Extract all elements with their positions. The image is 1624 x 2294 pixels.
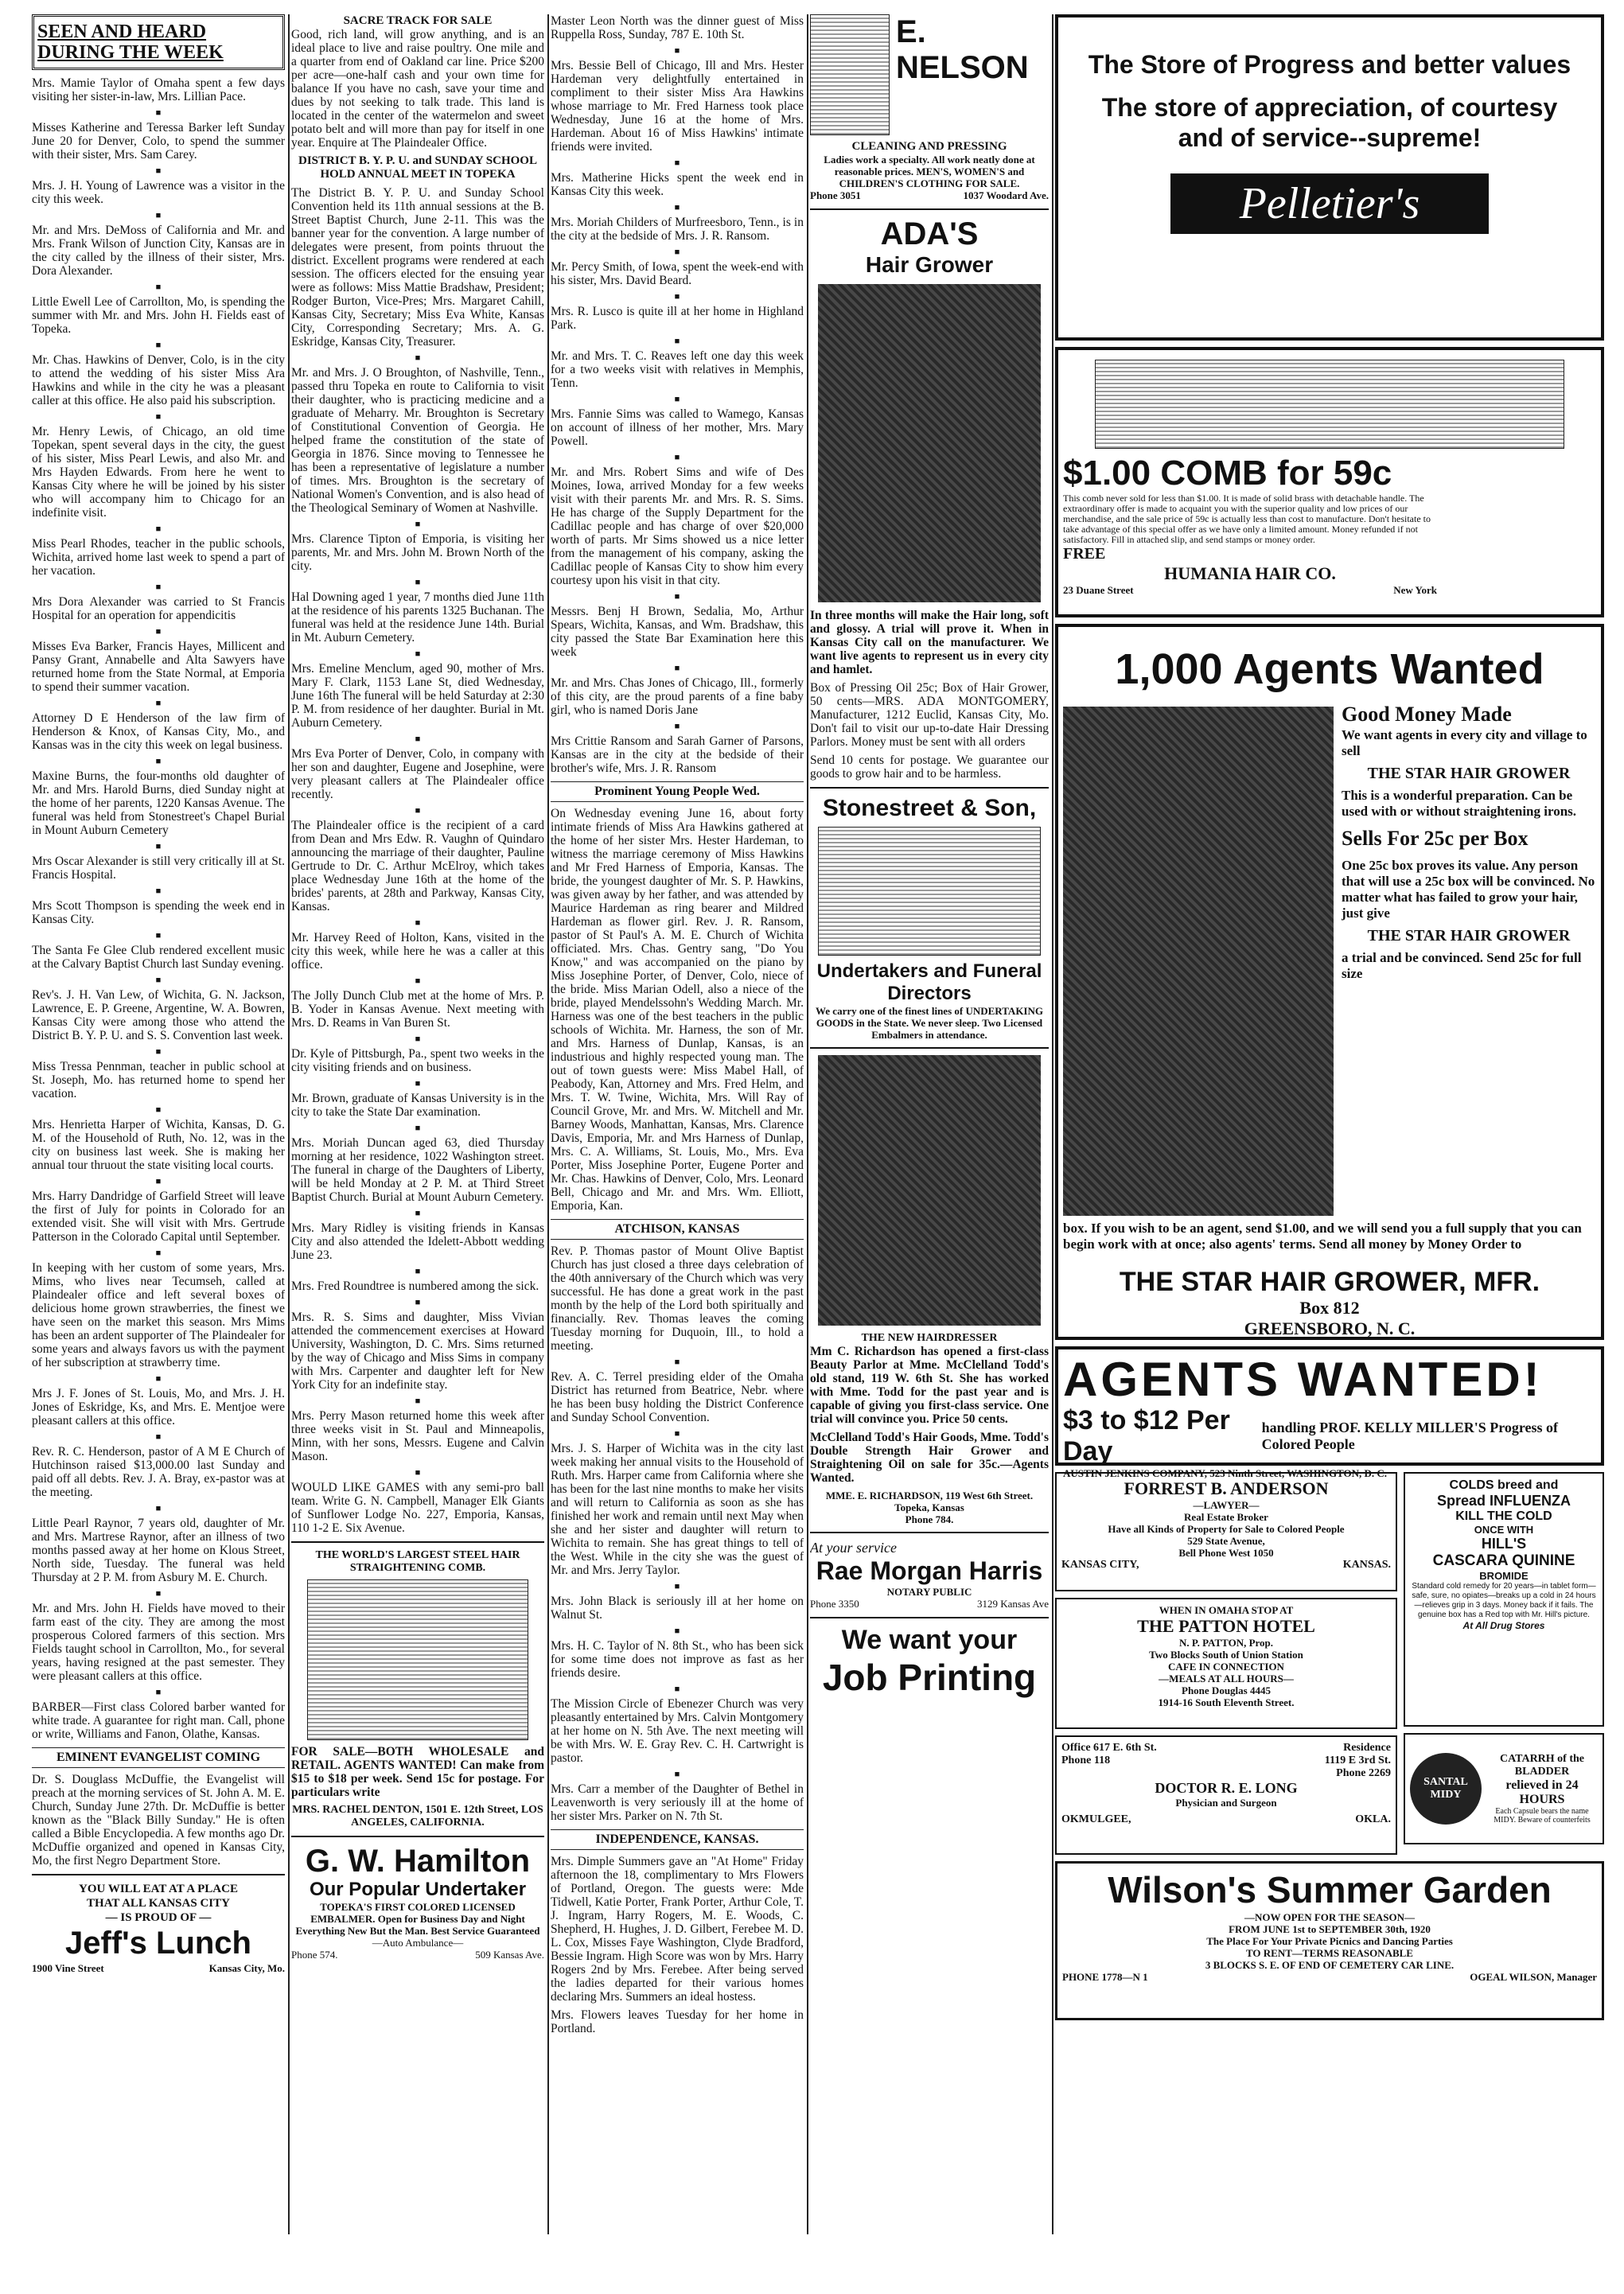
separator-mark: ■: [415, 918, 421, 928]
column-rule: [1052, 14, 1053, 2234]
wilson-text: The Place For Your Private Picnics and Dancing Parties: [1206, 1935, 1453, 1947]
news-item: Rev. P. Thomas pastor of Mount Olive Baptist Church has just closed a three days celebration of the 40th anniversary of the Church which was very successful. He has done a great work in the past month by the help of the Lord both spiritually and financially. Rev. Thomas leaves the coming Tuesday morning for Duquoin, Ill., to hold a meeting.: [551, 1244, 804, 1353]
anderson-title: —LAWYER—: [1193, 1499, 1260, 1511]
agents2-heading: AGENTS WANTED!: [1063, 1353, 1543, 1406]
news-item: Miss Pearl Rhodes, teacher in the public schools, Wichita, arrived home last week to spend a part of her vacation.: [32, 537, 285, 578]
patton-hotel-ad: [1055, 1598, 1397, 1729]
wilson-garden-ad: [1055, 1861, 1604, 2020]
separator-mark: ■: [674, 1582, 680, 1591]
hills-cascara-ad: [1404, 1472, 1604, 1727]
wilson-contact-row: [1062, 1971, 1597, 1984]
patton-text: Two Blocks South of Union Station: [1149, 1649, 1303, 1661]
separator-mark: ■: [415, 976, 421, 986]
nelson-name: E. NELSON: [895, 14, 1029, 85]
separator-mark: ■: [415, 578, 421, 587]
column-2: [291, 14, 544, 2234]
hamilton-ambulance: —Auto Ambulance—: [372, 1937, 464, 1949]
news-item: Mrs. Harry Dandridge of Garfield Street will leave the first of July for points in Colorado for an extended visit. She will visit with Mrs. Gertrude Patterson in the Colorado Capital until September.: [32, 1190, 285, 1244]
news-item: Mrs. Moriah Childers of Murfreesboro, Tenn., is in the city at the bedside of Mrs. J. R. Ransom.: [551, 216, 804, 243]
independence-text-2: Mrs. Flowers leaves Tuesday for her home in Portland.: [551, 2008, 804, 2035]
comb-illustration: [307, 1579, 528, 1740]
long-phone-2: Phone 2269: [1336, 1767, 1391, 1779]
lunch-name: Jeff's Lunch: [65, 1926, 251, 1961]
harris-contact-row: [810, 1598, 1049, 1610]
hairdresser-ad: [810, 1055, 1049, 1525]
long-city: OKMULGEE,: [1061, 1813, 1131, 1825]
comb-address: MRS. RACHEL DENTON, 1501 E. 12th Street, LOS ANGELES, CALIFORNIA.: [292, 1804, 543, 1829]
page-footer-strip: [0, 2265, 1624, 2294]
separator-mark: ■: [674, 1626, 680, 1636]
store-logo: Pelletier's: [1170, 173, 1489, 234]
wedding-text: On Wednesday evening June 16, about forty intimate friends of Miss Ara Hawkins gathered at the home of her sister Mrs. Hester Hardeman, to witness the marriage ceremony of Miss Hawkins and Mr Fred Harness of Emporia, Kansas. The bride, the youngest daughter of Mr. S. P. Hawkins, was given away by her father, and was attended by Maurice Hardeman as ring bearer and Mildred Hardeman as flower girl. Rev. J. R. Ransom, pastor of St Paul's A. M. E. Church of Wichita officiated. Mrs. Chas. Gentry sang, "Do You Know," and was accompanied on the piano by Miss Josephine Porter, of Denver, Colo, niece of the bride. Miss Marian Odell, also a niece of the bride, played Mendelssohn's Wedding March. Mr. Harness was one of the best teachers in the public schools of Wichita. Mr. Harness, the son of Mr. and Mrs. Harness of Dunlap, Kansas, is an industrious and highly respected young man. The out of town guests were: Miss Mabel Hall, of Peabody, Kan, Attorney and Mrs. Fred Helm, and Mrs. T. W. Twine, Wichita, Mrs. Will Ray of Council Grove, Mr. and Mrs. W. Mitchell and Mr. Barney Woods, Manhattan, Kansas, Mrs. Clarence Davis, Emporia, Mr. and Mrs Harness of Dunlap, Mrs. C. A. Williams, St. Louis, Mo., Mrs. Eva Porter, Miss Josephine Porter, Eugene Porter and Mr. Chas. Hawkins of Denver, Colo, Mrs. Leonard Bell, Chicago and Mr. and Mrs. Wm. Elliott, Emporia, Kan.: [551, 807, 804, 1213]
separator-mark: ■: [674, 337, 680, 346]
long-name: DOCTOR R. E. LONG: [1155, 1780, 1298, 1796]
news-item: Mr. and Mrs. J. O Broughton, of Nashville, Tenn., passed thru Topeka en route to California to visit their daughter, who is practicing medicine and a graduate of Meharry. Mr. Broughton is Secretary of Constitutional Convention of Georgia. He helped frame the constitution of the state of Georgia in 1876. Since moving to Tennessee he has been a representative of legislature a number of times. Mrs. Broughton is the secretary of National Women's Convention, and is also head of the Theological Seminary of Women at Nashville.: [291, 366, 544, 515]
column-3: [551, 14, 804, 2234]
news-item: Mrs Dora Alexander was carried to St Francis Hospital for an operation for appendicitis: [32, 595, 285, 622]
anderson-phone: Bell Phone West 1050: [1178, 1547, 1274, 1559]
harris-address: 3129 Kansas Ave: [976, 1598, 1049, 1610]
agents-product-2: THE STAR HAIR GROWER: [1367, 927, 1571, 944]
cold-stores: At All Drug Stores: [1462, 1620, 1545, 1631]
comb-free: FREE: [1063, 545, 1106, 563]
news-item: Hal Downing aged 1 year, 7 months died June 11th at the residence of his parents 1325 Buchanan. The funeral was held at the residence June 14th. Burial in Mt. Auburn Cemetery.: [291, 590, 544, 645]
agents-good-money: Good Money Made: [1342, 703, 1512, 726]
lunch-address-row: [32, 1961, 285, 1976]
news-item: Mrs. R. Lusco is quite ill at her home in Highland Park.: [551, 305, 804, 332]
separator-mark: ■: [155, 1047, 162, 1057]
agents2-text: handling PROF. KELLY MILLER'S Progress of Colored People: [1261, 1420, 1559, 1452]
news-item: Mr. and Mrs. Robert Sims and wife of Des Moines, Iowa, arrived Monday for a few weeks visit with their parents Mr. and Mrs. R. S. Sims. He has charge of the Supply Department for the Cadillac people and has charge of over $20,000 worth of parts. Mr Sims showed us a nice letter from the management of his company, asking the Cadillac people of Kansas City to show him every courtesy upon his visit in that city.: [551, 465, 804, 587]
cold-product: CASCARA QUININE: [1432, 1552, 1575, 1569]
lunch-ad: [32, 1882, 285, 1976]
column-5: [1055, 14, 1604, 2234]
news-item: Mrs Eva Porter of Denver, Colo, in company with her son and daughter, Eugene and Josephine, were very pleasant callers at The Plaindealer office recently.: [291, 747, 544, 801]
patton-cafe: CAFE IN CONNECTION: [1168, 1661, 1284, 1673]
separator-mark: ■: [415, 353, 421, 363]
woman-portrait-image: [818, 284, 1041, 602]
news-item: Dr. Kyle of Pittsburgh, Pa., spent two weeks in the city visiting friends and on business.: [291, 1047, 544, 1074]
news-item: Mrs. H. C. Taylor of N. 8th St., who has been sick for some time does not improve as fast as her friends desire.: [551, 1639, 804, 1680]
separator-mark: ■: [674, 203, 680, 212]
catarrh-text: Each Capsule bears the name MIDY. Beware of counterfeits: [1494, 1807, 1591, 1825]
news-item: Mrs. Emeline Menclum, aged 90, mother of Mrs. Mary F. Clark, 1153 Lane St, died Wednesday, June 16th The funeral will be held Saturday at 2:30 P. M. from residence of her daughter. Burial in Mt. Auburn Cemetery.: [291, 662, 544, 730]
separator-mark: ■: [155, 524, 162, 534]
news-item: BARBER—First class Colored barber wanted for white trade. A guarantee for right man. Call, phone or write, Williams and Fanon, Olathe, Kansas.: [32, 1700, 285, 1741]
printing-line: Job Printing: [822, 1657, 1037, 1698]
news-item: Mr. Chas. Hawkins of Denver, Colo, is in the city to attend the wedding of his sister Miss Ara Hawkins and while in the city he was a pleasant caller at this office. He also paid his subscription.: [32, 353, 285, 407]
separator-mark: ■: [415, 1396, 421, 1406]
separator-mark: ■: [674, 722, 680, 731]
long-residence-address: 1119 E 3rd St.: [1324, 1755, 1391, 1766]
evangelist-heading: EMINENT EVANGELIST COMING: [32, 1747, 285, 1768]
column-rule: [288, 14, 290, 2234]
news-item: Mrs. Matherine Hicks spent the week end in Kansas City this week.: [551, 171, 804, 198]
hairdresser-text-2: McClelland Todd's Hair Goods, Mme. Todd's Double Strength Hair Grower and Straightening Oil on sale for 35c.—Agents Wanted.: [810, 1431, 1049, 1485]
lunch-line: YOU WILL EAT AT A PLACE: [79, 1883, 238, 1895]
cold-line: Spread INFLUENZA: [1436, 1493, 1571, 1509]
harris-ad: [810, 1540, 1049, 1610]
anderson-ad: [1055, 1472, 1397, 1591]
news-item: The Mission Circle of Ebenezer Church was very pleasantly entertained by Mrs. Calvin Montgomery at her home on N. 5th Ave. The next meeting will be with Mrs. W. E. Gray Rev. C. H. Cartwright is pastor.: [551, 1697, 804, 1765]
news-item: Little Pearl Raynor, 7 years old, daughter of Mr. and Mrs. Martrese Raynor, after an illness of two months passed away at her home on Klous Street, North side, Tuesday. The funeral was held Thursday at 2 P. M. from Asbury M. E. Church.: [32, 1517, 285, 1584]
separator-mark: ■: [674, 664, 680, 673]
agents-text-column: [1342, 703, 1596, 1216]
news-item: Mrs. Clarence Tipton of Emporia, is visiting her parents, Mr. and Mrs. John M. Brown North of the city.: [291, 532, 544, 573]
news-item: Rev's. J. H. Van Lew, of Wichita, G. N. Jackson, Lawrence, E. P. Greene, Argentine, W. A. Bowren, Kansas City were among those who attend the District B. Y. P. U. and S. S. Convention last week.: [32, 988, 285, 1042]
news-items: [551, 14, 804, 775]
agents2-address: AUSTIN JENKINS COMPANY, 523 Ninth Street, WASHINGTON, D. C.: [1063, 1467, 1388, 1479]
cold-text: Standard cold remedy for 20 years—in tablet form—safe, sure, no opiates—breaks up a cold in 24 hours—relieves grip in 3 days. Money back if it fails. The genuine box has a Red top with Mr. Hill's picture.: [1412, 1582, 1596, 1619]
separator-mark: ■: [155, 166, 162, 176]
long-office: Office 617 E. 6th St.: [1061, 1742, 1157, 1754]
separator-mark: ■: [155, 1177, 162, 1186]
column-1: [32, 14, 285, 2234]
harris-name: Rae Morgan Harris: [816, 1556, 1043, 1585]
patton-line: WHEN IN OMAHA STOP AT: [1159, 1604, 1294, 1616]
ada-text-3: Send 10 cents for postage. We guarantee our goods to grow hair and to be harmless.: [810, 754, 1049, 781]
hairdresser-text: Mm C. Richardson has opened a first-class Beauty Parlor at Mme. McClelland Todd's old stand, 119 W. 6th St. She has worked with Mme. Todd for the past year and is capable of giving you first-class service. One trial will convince you. Price 50 cents.: [810, 1345, 1049, 1426]
hairdresser-phone: Phone 784.: [905, 1513, 954, 1525]
comb-text: This comb never sold for less than $1.00. It is made of solid brass with detachable handle. The extraordinary offer is made to acquaint you with the superior quality and low prices of our merchandise, and the sale price of 59c is actually less than cost to manufacture. Don't hesitate to take advantage of this special offer as we have only a limited amount. Money refunded if not satisfactory. Fill in attached slip, and send stamps or money order.: [1063, 493, 1431, 545]
lunch-line: THAT ALL KANSAS CITY: [87, 1897, 230, 1910]
atchison-items: [551, 1244, 804, 1823]
separator-mark: ■: [155, 1432, 162, 1442]
wilson-location: 3 BLOCKS S. E. OF END OF CEMETERY CAR LINE.: [1205, 1959, 1455, 1971]
patton-meals: —MEALS AT ALL HOURS—: [1159, 1673, 1294, 1684]
news-item: The District B. Y. P. U. and Sunday School Convention held its 11th annual sessions at the B. Street Baptist Church, June 2-11. This was the banner year for the convention. A large number of delegates were present, from points thruout the district. Excellent programs were rendered at each session. The officers elected for the ensuing year were as follows: Miss Mattie Bradshaw, President; Rodger Burton, Vice-Pres; Mrs. Margaret Cahill, Kansas City, Secretary; Miss Eva White, Kansas City, Corresponding Secretary; Mrs. A. G. Eskridge, Kansas City, Treasurer.: [291, 186, 544, 349]
ada-text: In three months will make the Hair long, soft and glossy. A trial will prove it. When in Kansas City call on the manufacturer. We want live agents to represent us in every city and hamlet.: [810, 609, 1049, 676]
hamilton-contact-row: [291, 1949, 544, 1961]
stonestreet-title: Undertakers and Funeral Directors: [816, 960, 1042, 1004]
news-item: Mrs. Mamie Taylor of Omaha spent a few days visiting her sister-in-law, Mrs. Lillian Pace.: [32, 76, 285, 103]
news-item: Miss Tressa Pennman, teacher in public school at St. Joseph, Mo. has returned home to spend her vacation.: [32, 1060, 285, 1100]
separator-mark: ■: [415, 649, 421, 659]
wilson-title: Wilson's Summer Garden: [1108, 1869, 1552, 1910]
separator-mark: ■: [674, 1429, 680, 1439]
separator-mark: ■: [155, 842, 162, 851]
agents-text-5: box. If you wish to be an agent, send $1.00, and we will send you a full supply that you can begin work with at once; also agents' terms. Send all money by Money Order to: [1063, 1221, 1582, 1252]
harris-phone: Phone 3350: [810, 1598, 859, 1610]
section-header: SEEN AND HEARD DURING THE WEEK: [37, 21, 224, 63]
anderson-city-row: [1061, 1559, 1391, 1572]
star-hair-grower-ad: [1055, 624, 1604, 1340]
news-item: Misses Eva Barker, Francis Hayes, Millicent and Pansy Grant, Annabelle and Alta Sawyers have returned home from the State Normal, at Emporia to spend their summer vacation.: [32, 640, 285, 694]
column-rule: [547, 14, 549, 2234]
service-line: At your service: [810, 1540, 897, 1556]
hamilton-address: 509 Kansas Ave.: [475, 1949, 544, 1961]
nelson-address: 1037 Woodard Ave.: [963, 189, 1049, 201]
separator-mark: ■: [674, 158, 680, 168]
separator-mark: ■: [415, 734, 421, 744]
separator-mark: ■: [674, 1770, 680, 1779]
lunch-city: Kansas City, Mo.: [208, 1962, 285, 1974]
separator-mark: ■: [155, 931, 162, 941]
nelson-phone: Phone 3051: [810, 189, 861, 201]
separator-mark: ■: [155, 627, 162, 637]
wilson-open: —NOW OPEN FOR THE SEASON—: [1244, 1911, 1416, 1923]
patton-address: 1914-16 South Eleventh Street.: [1158, 1696, 1295, 1708]
separator-mark: ■: [155, 976, 162, 985]
ada-ad: [810, 216, 1049, 781]
anderson-sub: Real Estate Broker: [1184, 1511, 1268, 1523]
patton-prop: N. P. PATTON, Prop.: [1178, 1637, 1274, 1649]
harris-title: NOTARY PUBLIC: [886, 1586, 972, 1598]
wilson-manager: OGEAL WILSON, Manager: [1470, 1971, 1597, 1983]
separator-mark: ■: [674, 592, 680, 602]
wilson-dates: FROM JUNE 1st to SEPTEMBER 30th, 1920: [1229, 1923, 1431, 1935]
news-item: Mrs Oscar Alexander is still very critically ill at St. Francis Hospital.: [32, 855, 285, 882]
wedding-heading: Prominent Young People Wed.: [551, 781, 804, 802]
anderson-city: KANSAS CITY,: [1061, 1559, 1139, 1571]
news-item: Mr. Henry Lewis, of Chicago, an old time Topekan, spent several days in the city, the guest of his sister, Miss Pearl Lewis, and also Mr. and Mrs Hayden Edwards. From here he went to Kansas City where he will be joined by his sister who will accompany him to Chicago for an indefinite visit.: [32, 425, 285, 520]
comb-address-row: [1063, 584, 1437, 597]
hamilton-phone: Phone 574.: [291, 1949, 338, 1961]
news-item: The Plaindealer office is the recipient of a card from Dean and Mrs Edw. R. Vaughn of Quindaro announcing the marriage of their daughter, Pauline Gertrude to Dr. C. Arthur McElroy, which takes place Wednesday June 16th at the home of the brides' parents, at 28th and Parkway, Kansas City, Kansas.: [291, 819, 544, 913]
cold-line: ONCE WITH: [1474, 1524, 1534, 1536]
sale-heading: SACRE TRACK FOR SALE: [343, 14, 493, 27]
agents2-pay: $3 to $12 Per Day: [1063, 1405, 1230, 1466]
cold-line: COLDS breed and: [1449, 1478, 1559, 1492]
santal-midy-logo: SANTAL MIDY: [1410, 1753, 1482, 1825]
hairdresser-portrait-image: [818, 1055, 1041, 1326]
santal-midy-ad: [1404, 1733, 1604, 1844]
separator-mark: ■: [155, 699, 162, 708]
separator-mark: ■: [674, 292, 680, 302]
separator-mark: ■: [155, 886, 162, 896]
separator-mark: ■: [415, 1298, 421, 1307]
news-item: Mrs. Perry Mason returned home this week after three weeks visit in St. Paul and Minneapolis, Minn, with her sons, Messrs. Eugene and Calvin Mason.: [291, 1409, 544, 1463]
separator-mark: ■: [155, 1688, 162, 1697]
news-items: [32, 76, 285, 1741]
hamilton-tagline: Our Popular Undertaker: [309, 1879, 527, 1900]
news-item: Master Leon North was the dinner guest of Miss Ruppella Ross, Sunday, 787 E. 10th St.: [551, 14, 804, 41]
hamilton-name: G. W. Hamilton: [305, 1844, 531, 1879]
independence-heading: INDEPENDENCE, KANSAS.: [551, 1829, 804, 1850]
news-item: Mr. and Mrs. DeMoss of California and Mr. and Mrs. Frank Wilson of Junction City, Kansas are in the city called by the illness of their sister, Mrs. Dora Alexander.: [32, 224, 285, 278]
news-item: Mrs J. F. Jones of St. Louis, Mo, and Mrs. J. H. Jones of Eskridge, Ks, and Mrs. E. Mentjoe were pleasant callers at this office.: [32, 1387, 285, 1427]
lunch-address: 1900 Vine Street: [32, 1962, 104, 1974]
news-item: In keeping with her custom of some years, Mrs. Mims, who lives near Tecumseh, called at Plaindealer office and left several boxes of delicious home grown strawberries, the finest we have seen on the market this season. Mrs Mims has been an ardent supporter of The Plaindealer for some years and always favors us with the payment of her subscription at strawberry time.: [32, 1261, 285, 1369]
nelson-text: Ladies work a specialty. All work neatly done at reasonable prices. MEN'S, WOMEN'S and CHILDREN'S CLOTHING FOR SALE.: [824, 154, 1035, 189]
separator-mark: ■: [155, 1504, 162, 1513]
kelly-miller-agents-ad: [1055, 1346, 1604, 1479]
hairdresser-address: MME. E. RICHARDSON, 119 West 6th Street. Topeka, Kansas: [825, 1490, 1034, 1513]
comb-text: FOR SALE—BOTH WHOLESALE and RETAIL. AGENTS WANTED! Can make from $15 to $18 per week. Send 15c for postage. For particulars write: [291, 1745, 544, 1799]
agents-product: THE STAR HAIR GROWER: [1367, 765, 1571, 782]
patton-phone: Phone Douglas 4445: [1182, 1684, 1271, 1696]
news-item: Mr. and Mrs. Chas Jones of Chicago, Ill., formerly of this city, are the proud parents of a fine baby girl, who is named Doris Jane: [551, 676, 804, 717]
ada-name: ADA'S: [880, 216, 979, 251]
separator-mark: ■: [415, 520, 421, 529]
news-item: Mrs. R. S. Sims and daughter, Miss Vivian attended the commencement exercises at Howard University, Washington, D. C. Mrs. Sims returned by the way of Chicago and Miss Sims in company with Mrs. Carpenter and daughter left for New York City for an indefinite stay.: [291, 1311, 544, 1392]
agents-text-2: This is a wonderful preparation. Can be used with or without straightening irons.: [1342, 788, 1577, 819]
lunch-line: — IS PROUD OF —: [105, 1911, 212, 1924]
comb-illustration: [1095, 360, 1564, 449]
comb-city: New York: [1393, 584, 1437, 596]
separator-mark: ■: [155, 1248, 162, 1258]
anderson-text: Have all Kinds of Property for Sale to Colored People: [1108, 1523, 1345, 1535]
long-hair-woman-image: [1063, 707, 1334, 1216]
separator-mark: ■: [155, 1374, 162, 1384]
news-item: Mrs. Henrietta Harper of Wichita, Kansas, D. G. M. of the Household of Ruth, No. 12, was in the city on business last week. She is making her annual tour thruout the state visiting local courts.: [32, 1118, 285, 1172]
nelson-service: CLEANING AND PRESSING: [851, 140, 1007, 153]
wilson-phone: PHONE 1778—N 1: [1062, 1971, 1148, 1983]
news-item: Rev. A. C. Terrel presiding elder of the Omaha District has returned from Beatrice, Nebr. where he has been busy holding the District Conference and Sunday School Convention.: [551, 1370, 804, 1424]
separator-mark: ■: [674, 453, 680, 462]
comb-price: $1.00 COMB for 59c: [1063, 454, 1392, 493]
section-header-box: [32, 14, 285, 70]
separator-mark: ■: [415, 1079, 421, 1089]
separator-mark: ■: [415, 1034, 421, 1044]
separator-mark: ■: [155, 108, 162, 118]
separator-mark: ■: [155, 757, 162, 766]
separator-mark: ■: [415, 806, 421, 816]
separator-mark: ■: [155, 341, 162, 350]
catarrh-title: CATARRH of the BLADDER: [1499, 1753, 1585, 1778]
stonestreet-name: Stonestreet & Son,: [822, 795, 1037, 821]
hamilton-ad: [291, 1844, 544, 1961]
news-item: Mr. Percy Smith, of Iowa, spent the week-end with his sister, Mrs. David Beard.: [551, 260, 804, 287]
agents-company: THE STAR HAIR GROWER, MFR.: [1119, 1267, 1540, 1297]
news-item: Attorney D E Henderson of the law firm of Henderson & Knox, of Kansas City, Mo., and Kansas was in the city this week on legal business.: [32, 711, 285, 752]
separator-mark: ■: [415, 1124, 421, 1133]
store-line-1: The Store of Progress and better values: [1088, 50, 1571, 79]
news-item: Mrs Crittie Ransom and Sarah Garner of Parsons, Kansas are in the city at the bedside of their brother's wife, Mrs. J. R. Ransom: [551, 734, 804, 775]
news-item: Misses Katherine and Teressa Barker left Sunday June 20 for Denver, Colo, to spend the summer with their sister, Mrs. Sam Carey.: [32, 121, 285, 162]
separator-mark: ■: [674, 46, 680, 56]
anderson-address: 529 State Avenue,: [1187, 1535, 1265, 1547]
agents-text-4: a trial and be convinced. Send 25c for full size: [1342, 950, 1582, 981]
news-item: Mrs. John Black is seriously ill at her home on Walnut St.: [551, 1595, 804, 1622]
agents-box: Box 812: [1299, 1298, 1360, 1318]
independence-text: Mrs. Dimple Summers gave an "At Home" Friday afternoon the 18, complimentary to Mrs Flowers of Portland, Oregon. The guests were: Mde Tidwell, Katie Porter, Frank Porter, Arthur Cole, T. J. Ingram, Harry Rogers, M. E. Woods, C. Shepherd, H. Hughes, J. D. Gilbert, Ferebee M. D. L. Cox, Misses Faye Washington, Clyde Bradford, Bessie Ingram. High Score was won by Mrs. Harry Rogers 2nd by Mrs. Ferebee. After being served the ladies departed for their various homes declaring Mrs. Summers an ideal hostess.: [551, 1855, 804, 2004]
news-items: [291, 186, 544, 1535]
long-residence: Residence: [1343, 1742, 1391, 1754]
ada-text-2: Box of Pressing Oil 25c; Box of Hair Grower, 50 cents—MRS. ADA MONTGOMERY, Manufacturer, 1212 Euclid, Kansas City, Mo. Don't fail to visit our up-to-date Hair Dressing Parlors. Money must be sent with all orders: [810, 681, 1049, 749]
separator-mark: ■: [674, 395, 680, 404]
news-item: WOULD LIKE GAMES with any semi-pro ball team. Write G. N. Campbell, Manager Elk Giants of Sunflower Lodge No. 227, Emporia, Kansas, 110 1-2 E. Six Avenue.: [291, 1481, 544, 1535]
patton-name: THE PATTON HOTEL: [1137, 1616, 1315, 1636]
separator-mark: ■: [155, 1589, 162, 1599]
nelson-ad: [810, 14, 1049, 202]
news-item: Mrs. J. H. Young of Lawrence was a visitor in the city this week.: [32, 179, 285, 206]
column-rule: [807, 14, 808, 2234]
long-state: OKLA.: [1355, 1813, 1391, 1825]
news-item: Little Ewell Lee of Carrollton, Mo, is spending the summer with Mr. and Mrs. John H. Fields east of Topeka.: [32, 295, 285, 336]
pressing-machine-illustration: [810, 14, 890, 135]
hearse-illustration: [818, 827, 1041, 956]
printing-ad: [810, 1625, 1049, 1699]
cold-brand: HILL'S: [1481, 1536, 1527, 1552]
separator-mark: ■: [155, 1105, 162, 1115]
district-heading: DISTRICT B. Y. P. U. and SUNDAY SCHOOL HOLD ANNUAL MEET IN TOPEKA: [298, 154, 537, 181]
separator-mark: ■: [415, 1267, 421, 1276]
hamilton-text: TOPEKA'S FIRST COLORED LICENSED EMBALMER. Open for Business Day and Night Everything New But the Man. Best Service Guaranteed: [295, 1901, 540, 1937]
news-item: Messrs. Benj H Brown, Sedalia, Mo, Arthur Spears, Wichita, Kansas, and Wm. Bradshaw, this city passed the State Bar Examination here this week: [551, 605, 804, 659]
anderson-name: FORREST B. ANDERSON: [1124, 1478, 1329, 1498]
news-item: Mr. and Mrs. T. C. Reaves left one day this week for a two weeks visit with relatives in Memphis, Tenn.: [551, 349, 804, 390]
cold-line: KILL THE COLD: [1455, 1509, 1552, 1523]
news-item: Mrs. Bessie Bell of Chicago, Ill and Mrs. Hester Hardeman very delightfully entertained in compliment to their sister Miss Ara Hawkins whose marriage to Mr. Fred Harness took place Wednesday, June 16 at the home of Mrs. Hardeman. About 16 of Miss Hawkins' intimate friends were invited.: [551, 59, 804, 154]
anderson-state: KANSAS.: [1342, 1559, 1391, 1571]
agents-city: GREENSBORO, N. C.: [1244, 1318, 1416, 1338]
news-item: Mrs. Moriah Duncan aged 63, died Thursday morning at her residence, 1022 Washington street. The funeral in charge of the Daughters of Liberty, will be held Monday at 2 P. M. at Third Street Baptist Church. Burial at Mount Auburn Cemetery.: [291, 1136, 544, 1204]
separator-mark: ■: [155, 412, 162, 422]
ada-product: Hair Grower: [865, 252, 994, 277]
printing-line: We want your: [841, 1625, 1018, 1655]
news-item: Mr. Brown, graduate of Kansas University is in the city to take the State Dar examination.: [291, 1092, 544, 1119]
news-item: Mrs Scott Thompson is spending the week end in Kansas City.: [32, 899, 285, 926]
store-line-2: The store of appreciation, of courtesy and of service--supreme!: [1101, 93, 1558, 152]
comb-offer-ad: [1055, 347, 1604, 617]
agents-heading: 1,000 Agents Wanted: [1115, 645, 1544, 693]
agents-text: We want agents in every city and village to sell: [1342, 727, 1587, 758]
atchison-heading: ATCHISON, KANSAS: [551, 1219, 804, 1240]
comb-company: HUMANIA HAIR CO.: [1164, 563, 1336, 583]
separator-mark: ■: [155, 211, 162, 220]
agents-sells: Sells For 25c per Box: [1342, 827, 1529, 850]
agents-text-3: One 25c box proves its value. Any person that will use a 25c box will be convinced. No matter what has failed to grow your hair, just give: [1342, 858, 1595, 921]
separator-mark: ■: [155, 582, 162, 592]
stonestreet-ad: [810, 795, 1049, 1041]
sale-text: Good, rich land, will grow anything, and is an ideal place to live and raise poultry. One mile and a quarter from end of Oakland car line. Price $200 per acre—one-half cash and your own time for balance If you have no cash, save your time and dues by not seeking to talk trade. This land is located in the center of the watermelon and sweet potato belt and will more than pay for itself in one year. Enquire at The Plaindealer Office.: [291, 28, 544, 150]
hairdresser-heading: THE NEW HAIRDRESSER: [861, 1332, 998, 1344]
separator-mark: ■: [415, 1468, 421, 1478]
pelletiers-ad: [1055, 14, 1604, 341]
news-item: Mrs. J. S. Harper of Wichita was in the city last week making her annual visits to the Household of Ruth. Mrs. Harper came from California where she has been for the last nine months to make her visits and will return to California as soon as she has finished her work and remain until next May when she and her sister and daughter will return to Wichita to remain. She has great things to tell of the West. While in the city she was the guest of Mr. and Mrs. Jerry Taylor.: [551, 1442, 804, 1577]
long-title: Physician and Surgeon: [1175, 1797, 1277, 1809]
stonestreet-text: We carry one of the finest lines of UNDERTAKING GOODS in the State. We never sleep. Two Licensed Embalmers in attendance.: [816, 1005, 1043, 1041]
news-item: Mr. Harvey Reed of Holton, Kans, visited in the city this week, while here he was a caller at this office.: [291, 931, 544, 972]
news-item: Mrs. Fannie Sims was called to Wamego, Kansas on account of illness of her mother, Mrs. Mary Powell.: [551, 407, 804, 448]
long-phone-1: Phone 118: [1061, 1755, 1111, 1766]
news-item: Rev. R. C. Henderson, pastor of A M E Church of Hutchinson raised $13,000.00 last Sunday and paid off all debts. Rev. J. A. Bray, ex-pastor was at the meeting.: [32, 1445, 285, 1499]
comb-street: 23 Duane Street: [1063, 584, 1134, 596]
separator-mark: ■: [674, 1684, 680, 1694]
news-item: Mrs. Carr a member of the Daughter of Bethel in Leavenworth is very seriously ill at the home of her sister Mrs. Parker on N. 7th St.: [551, 1782, 804, 1823]
cold-bromide: BROMIDE: [1479, 1570, 1529, 1582]
evangelist-text: Dr. S. Douglass McDuffie, the Evangelist will preach at the morning services of St. John A. M. E. Church, Sunday June 27th. Dr. McDuffie is better known as the "Black Billy Sunday." He is often called a Bible Encyclopedia. A few months ago Dr. McDuffie organized and opened in Kansas City, Mo, the first Negro Department Store.: [32, 1773, 285, 1868]
wilson-rent: TO RENT—TERMS REASONABLE: [1246, 1947, 1413, 1959]
catarrh-hours: relieved in 24 HOURS: [1505, 1778, 1579, 1806]
column-4: [810, 14, 1049, 2234]
news-item: Mrs. Fred Roundtree is numbered among the sick.: [291, 1279, 539, 1293]
nelson-contact-row: [810, 189, 1049, 202]
news-item: Mrs. Mary Ridley is visiting friends in Kansas City and also attended the Idelett-Abbott wedding June 23.: [291, 1221, 544, 1262]
news-item: Mr. and Mrs. John H. Fields have moved to their farm east of the city. They are among the most prosperous Colored farmers of this section. Mrs Fields taught school in Carrollton, Mo., for several years, having resigned at the past semester. They were pleasant callers at this office.: [32, 1602, 285, 1683]
news-item: The Santa Fe Glee Club rendered excellent music at the Calvary Baptist Church last Sunday evening.: [32, 944, 285, 971]
separator-mark: ■: [674, 1357, 680, 1367]
comb-heading: THE WORLD'S LARGEST STEEL HAIR STRAIGHTENING COMB.: [315, 1549, 520, 1574]
separator-mark: ■: [674, 247, 680, 257]
news-item: Maxine Burns, the four-months old daughter of Mr. and Mrs. Harold Burns, died Sunday night at the home of her parents, 1220 Kansas Avenue. The funeral was held from Stonestreet's Chapel Burial in Mount Auburn Cemetery: [32, 769, 285, 837]
news-item: The Jolly Dunch Club met at the home of Mrs. P. B. Yoder in Kansas Avenue. Next meeting with Mrs. D. Reams in Van Buren St.: [291, 989, 544, 1030]
dr-long-ad: [1055, 1735, 1397, 1855]
separator-mark: ■: [155, 282, 162, 292]
separator-mark: ■: [415, 1209, 421, 1218]
